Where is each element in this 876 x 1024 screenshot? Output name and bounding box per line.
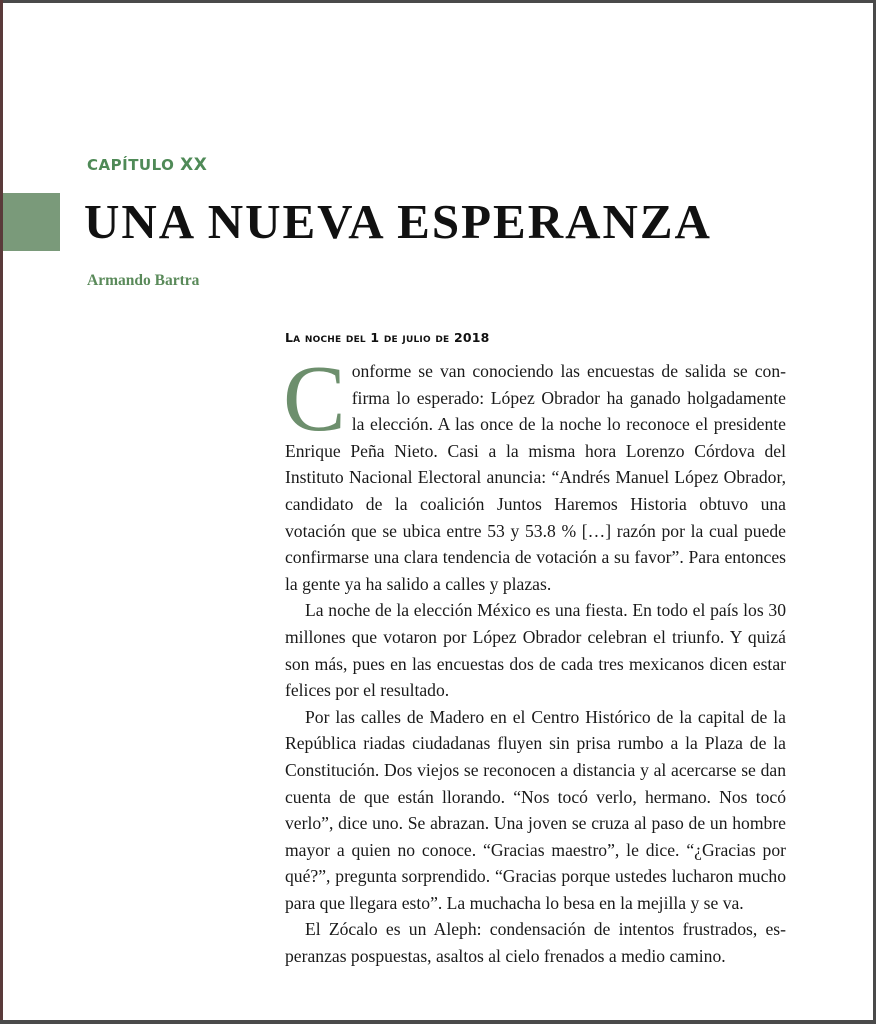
chapter-title: UNA NUEVA ESPERANZA: [84, 194, 712, 249]
paragraph-4: El Zócalo es un Aleph: condensación de intentos frustrados, esperanzas pospuestas, asaltos al cielo frenados a medio camino.: [285, 919, 786, 967]
drop-cap: C: [283, 347, 346, 451]
chapter-label: [87, 155, 207, 175]
paragraph-3: Por las calles de Madero en el Centro Histórico de la capital de la República riadas ciudadanas fluyen sin prisa rumbo a la Plaza de la Constitución. Dos viejos se reconocen a distancia y al acercarse se dan cuenta de que están llorando. “Nos tocó verlo, hermano. Nos tocó verlo”, dice uno. Se abrazan. Una joven se cruza al paso de un hombre mayor a quien no conoce. “Gracias maestro”, le dice. “¿Gracias por qué?”, pregunta sorprendido. “Gracias porque ustedes lucharon mucho para que llegara esto”. La muchacha lo besa en la mejilla y se va.: [285, 706, 786, 913]
section-heading: La noche del 1 de julio de 2018: [285, 330, 490, 345]
window-frame-bottom: [0, 1020, 876, 1024]
window-frame-left: [0, 0, 3, 1024]
chapter-label-text: CAPÍTULO: [87, 156, 175, 174]
chapter-number: XX: [180, 155, 208, 175]
author-name: Armando Bartra: [87, 272, 200, 289]
body-text: [283, 347, 786, 970]
chapter-accent-block: [3, 193, 60, 251]
paragraph-2: La noche de la elección México es una fiesta. En todo el país los 30 millones que votaron por López Obrador celebran el triunfo. Y quizá son más, pues en las encuestas dos de cada tres mexicanos dicen estar felices por el resultado.: [285, 600, 786, 701]
window-frame-top: [0, 0, 876, 3]
paragraph-1-text: onforme se van conociendo las encuestas de salida se confirma lo esperado: López Obrador ha ganado holgadamente la elección. A las once de la noche lo reconoce el presidente Enrique Peña Nieto. Casi a la misma hora Lorenzo Córdova del Instituto Nacional Electoral anuncia: “Andrés Manuel López Obrador, candidato de la coalición Juntos Haremos Historia obtuvo una votación que se ubica entre 53 y 53.8 % […] razón por la cual puede confirmarse una clara tendencia de votación a su favor”. Para entonces la gente ya ha salido a calles y plazas.: [285, 361, 786, 594]
paragraph-1: [283, 347, 786, 597]
